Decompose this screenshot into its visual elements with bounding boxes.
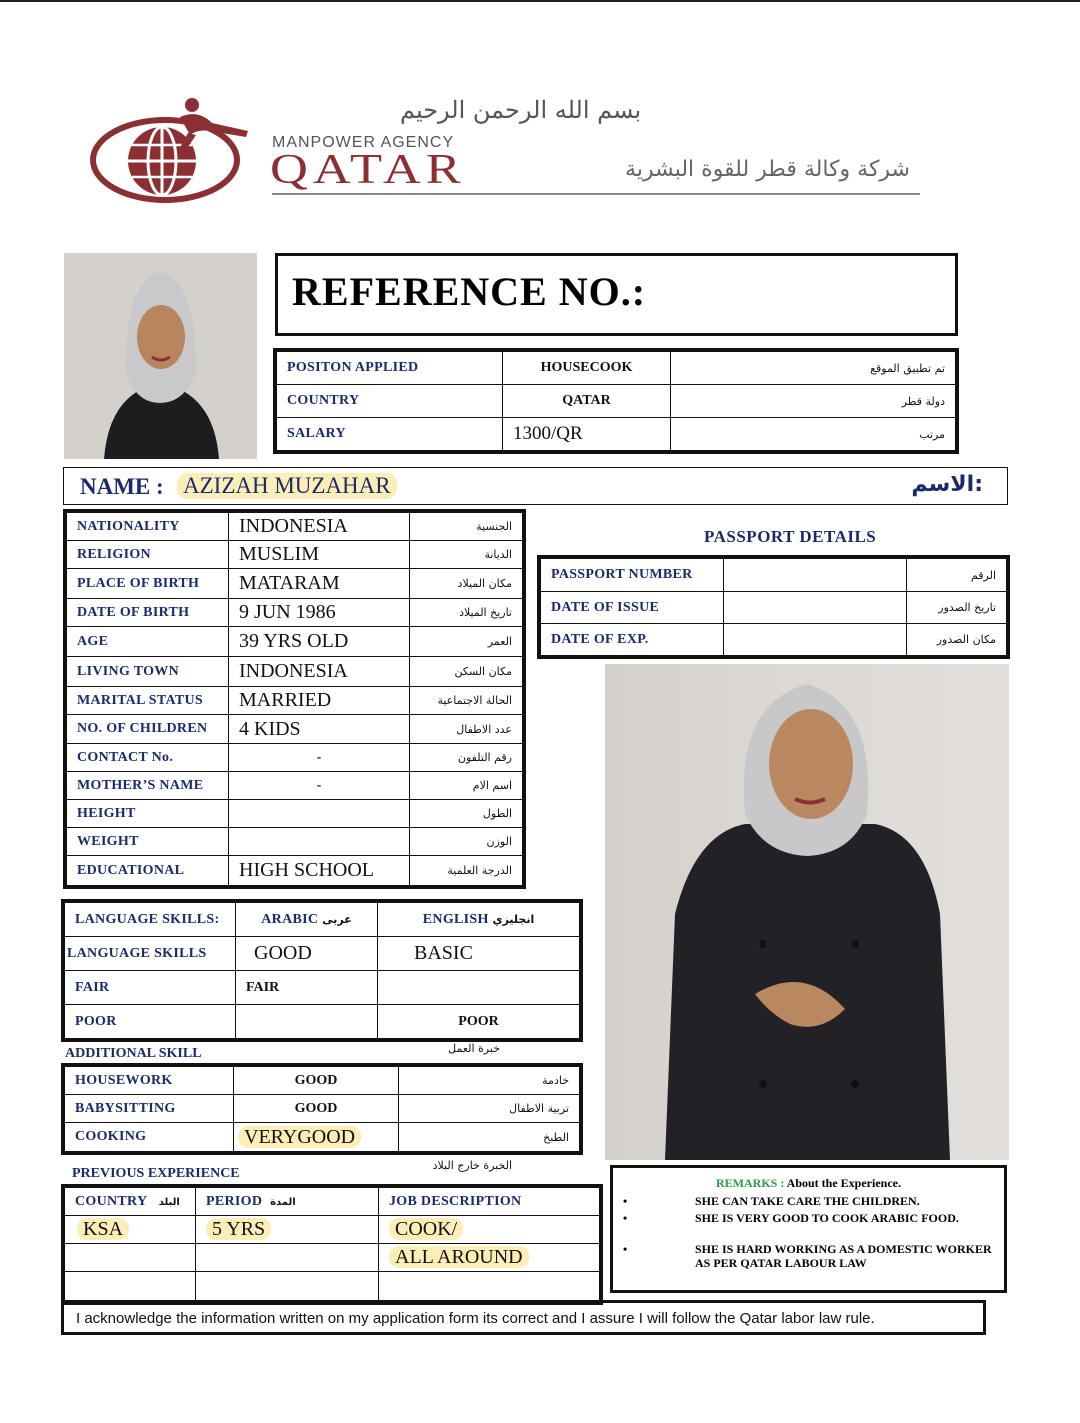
personal-value: MUSLIM	[229, 541, 410, 569]
personal-arabic: الدرجة العلمية	[410, 856, 523, 886]
table-row	[541, 624, 1007, 656]
poor-english-value: POOR	[378, 1005, 580, 1039]
personal-label: PLACE OF BIRTH	[67, 569, 229, 599]
salary-label: SALARY	[277, 418, 503, 451]
personal-arabic: مكان السكن	[410, 657, 523, 687]
personal-arabic: اسم الام	[410, 772, 523, 800]
additional-skill-table	[64, 1066, 580, 1152]
personal-details-table	[66, 512, 523, 886]
portrait-icon	[64, 253, 257, 459]
table-row	[67, 687, 523, 715]
table-row	[67, 800, 523, 828]
personal-label: WEIGHT	[67, 828, 229, 856]
job-column-header: JOB DESCRIPTION	[379, 1188, 600, 1216]
reference-title: REFERENCE NO.:	[292, 269, 647, 314]
table-row	[65, 1123, 580, 1152]
position-label: POSITON APPLIED	[277, 352, 503, 385]
position-table	[276, 351, 956, 451]
personal-value	[229, 828, 410, 856]
table-row	[277, 352, 956, 385]
globe-logo-icon	[80, 95, 260, 210]
header-rule	[272, 193, 920, 195]
personal-value: HIGH SCHOOL	[229, 856, 410, 886]
remark-item	[623, 1194, 993, 1210]
table-row	[541, 592, 1007, 624]
babysitting-arabic: تربية الاطفال	[399, 1095, 580, 1123]
language-arabic-level: GOOD	[236, 937, 378, 971]
previous-experience-title: PREVIOUS EXPERIENCE	[72, 1166, 240, 1181]
personal-label: NO. OF CHILDREN	[67, 715, 229, 744]
additional-skill-title: ADDITIONAL SKILL	[65, 1046, 202, 1061]
period-column-header	[196, 1188, 379, 1216]
date-of-issue-value	[724, 592, 907, 624]
name-box	[63, 467, 1008, 505]
babysitting-label: BABYSITTING	[65, 1095, 234, 1123]
experience-country-3	[65, 1272, 196, 1302]
acknowledgement-text: I acknowledge the information written on my application form its correct and I assure I will follow the Qatar labor law rule.	[76, 1310, 875, 1327]
country-arabic: دولة قطر	[671, 385, 956, 418]
language-english-level: BASIC	[378, 937, 580, 971]
english-header-arabic: انجليزي	[492, 912, 535, 926]
passport-details-title: PASSPORT DETAILS	[704, 527, 877, 546]
personal-arabic: العمر	[410, 627, 523, 657]
agency-logo	[80, 95, 260, 210]
personal-arabic: رقم التلفون	[410, 744, 523, 772]
applicant-photo-small	[64, 253, 257, 459]
table-row	[67, 599, 523, 627]
babysitting-value: GOOD	[234, 1095, 399, 1123]
agency-name: QATAR	[270, 147, 466, 193]
language-skills-table	[64, 902, 580, 1039]
period-header-arabic: المدة	[270, 1196, 296, 1208]
personal-value: 9 JUN 1986	[229, 599, 410, 627]
country-header-arabic: البلد	[158, 1196, 180, 1208]
experience-period-2	[196, 1244, 379, 1272]
arabic-column-header	[236, 903, 378, 937]
name-label: NAME :	[80, 474, 164, 499]
housework-label: HOUSEWORK	[65, 1067, 234, 1095]
table-row	[65, 937, 580, 971]
personal-arabic: تاريخ الميلاد	[410, 599, 523, 627]
table-row	[65, 971, 580, 1005]
table-row	[67, 513, 523, 541]
salary-value: 1300/QR	[503, 418, 671, 451]
personal-value: INDONESIA	[229, 513, 410, 541]
remarks-title	[613, 1176, 1004, 1191]
additional-skill-title-arabic: خبرة العمل	[448, 1042, 500, 1055]
acknowledgement-box	[61, 1300, 986, 1335]
experience-job-cell	[379, 1216, 600, 1244]
fair-arabic-value: FAIR	[236, 971, 378, 1005]
passport-number-value	[724, 559, 907, 592]
personal-value: 39 YRS OLD	[229, 627, 410, 657]
personal-arabic: الحالة الاجتماعية	[410, 687, 523, 715]
table-row	[65, 1188, 600, 1216]
experience-country: KSA	[77, 1218, 129, 1240]
agency-subtitle: MANPOWER AGENCY	[272, 134, 455, 151]
personal-label: MOTHER’S NAME	[67, 772, 229, 800]
personal-value: 4 KIDS	[229, 715, 410, 744]
remark-text: SHE CAN TAKE CARE THE CHILDREN.	[695, 1194, 920, 1208]
personal-value	[229, 800, 410, 828]
table-row	[65, 1067, 580, 1095]
date-of-exp-arabic: مكان الصدور	[907, 624, 1007, 656]
personal-arabic: مكان الميلاد	[410, 569, 523, 599]
passport-table	[540, 558, 1007, 656]
table-row	[65, 1216, 600, 1244]
table-row	[67, 828, 523, 856]
personal-label: NATIONALITY	[67, 513, 229, 541]
cooking-value: VERYGOOD	[238, 1126, 361, 1148]
arabic-header-arabic: عربى	[322, 912, 352, 926]
arabic-header-text: ARABIC	[261, 911, 319, 927]
bullet-icon: •	[623, 1242, 628, 1256]
table-row	[65, 903, 580, 937]
table-row	[67, 772, 523, 800]
passport-number-arabic: الرقم	[907, 559, 1007, 592]
date-of-issue-label: DATE OF ISSUE	[541, 592, 724, 624]
table-row	[67, 744, 523, 772]
cooking-arabic: الطبخ	[399, 1123, 580, 1152]
personal-value: MARRIED	[229, 687, 410, 715]
experience-period: 5 YRS	[206, 1218, 271, 1240]
experience-job-2: ALL AROUND	[389, 1246, 529, 1268]
language-header-label: LANGUAGE SKILLS:	[65, 903, 236, 937]
housework-value: GOOD	[234, 1067, 399, 1095]
table-row	[67, 569, 523, 599]
position-value: HOUSECOOK	[503, 352, 671, 385]
table-row	[67, 627, 523, 657]
personal-label: RELIGION	[67, 541, 229, 569]
poor-label: POOR	[65, 1005, 236, 1039]
salary-arabic: مرتب	[671, 418, 956, 451]
table-row	[67, 715, 523, 744]
personal-label: HEIGHT	[67, 800, 229, 828]
table-row	[65, 1272, 600, 1302]
personal-arabic: الديانة	[410, 541, 523, 569]
remarks-box	[610, 1165, 1007, 1293]
name-value: AZIZAH MUZAHAR	[177, 473, 397, 499]
remark-item	[623, 1211, 993, 1241]
full-body-portrait-icon	[605, 664, 1009, 1160]
table-row	[65, 1005, 580, 1039]
position-arabic: تم تطبيق الموقع	[671, 352, 956, 385]
poor-arabic-value	[236, 1005, 378, 1039]
personal-label: DATE OF BIRTH	[67, 599, 229, 627]
period-header-text: PERIOD	[206, 1193, 263, 1209]
previous-experience-title-arabic: الخبرة خارج البلاد	[432, 1159, 512, 1172]
personal-label: MARITAL STATUS	[67, 687, 229, 715]
table-row	[65, 1095, 580, 1123]
personal-arabic: الجنسية	[410, 513, 523, 541]
top-border-line	[0, 0, 1080, 2]
country-header-text: COUNTRY	[75, 1193, 147, 1209]
table-row	[541, 559, 1007, 592]
remarks-title-text: About the Experience.	[786, 1176, 901, 1190]
country-label: COUNTRY	[277, 385, 503, 418]
personal-value: MATARAM	[229, 569, 410, 599]
experience-job: COOK/	[389, 1218, 463, 1240]
personal-value: -	[229, 772, 410, 800]
personal-arabic: الطول	[410, 800, 523, 828]
english-header-text: ENGLISH	[422, 911, 489, 927]
country-value: QATAR	[503, 385, 671, 418]
personal-arabic: الوزن	[410, 828, 523, 856]
language-row-label: LANGUAGE SKILLS	[65, 937, 236, 971]
experience-country-2	[65, 1244, 196, 1272]
remark-item	[623, 1242, 993, 1272]
experience-period-3	[196, 1272, 379, 1302]
passport-number-label: PASSPORT NUMBER	[541, 559, 724, 592]
personal-label: EDUCATIONAL	[67, 856, 229, 886]
bullet-icon: •	[623, 1194, 628, 1208]
table-row	[67, 657, 523, 687]
table-row	[277, 385, 956, 418]
reference-box	[275, 253, 958, 336]
country-column-header	[65, 1188, 196, 1216]
fair-english-value	[378, 971, 580, 1005]
bullet-icon: •	[623, 1211, 628, 1225]
fair-label: FAIR	[65, 971, 236, 1005]
personal-label: LIVING TOWN	[67, 657, 229, 687]
date-of-exp-value	[724, 624, 907, 656]
housework-arabic: خادمة	[399, 1067, 580, 1095]
personal-arabic: عدد الاطفال	[410, 715, 523, 744]
experience-job-2-cell	[379, 1244, 600, 1272]
table-row	[277, 418, 956, 451]
table-row	[65, 1244, 600, 1272]
cooking-value-cell	[234, 1123, 399, 1152]
date-of-issue-arabic: تاريخ الصدور	[907, 592, 1007, 624]
previous-experience-table	[64, 1187, 600, 1302]
remark-text: SHE IS HARD WORKING AS A DOMESTIC WORKER AS PER QATAR LABOUR LAW	[695, 1242, 992, 1270]
english-column-header	[378, 903, 580, 937]
agency-name-arabic: شركة وكالة قطر للقوة البشرية	[625, 157, 910, 182]
date-of-exp-label: DATE OF EXP.	[541, 624, 724, 656]
table-row	[67, 856, 523, 886]
personal-label: CONTACT No.	[67, 744, 229, 772]
personal-value: INDONESIA	[229, 657, 410, 687]
experience-country-cell	[65, 1216, 196, 1244]
table-row	[67, 541, 523, 569]
experience-period-cell	[196, 1216, 379, 1244]
remark-text: SHE IS VERY GOOD TO COOK ARABIC FOOD.	[695, 1211, 959, 1225]
personal-value: -	[229, 744, 410, 772]
experience-job-3	[379, 1272, 600, 1302]
applicant-photo-full	[605, 664, 1009, 1160]
bismillah-calligraphy: بسم الله الرحمن الرحيم	[400, 96, 642, 124]
name-label-arabic: الاسم:	[911, 472, 983, 497]
remarks-title-label: REMARKS :	[715, 1176, 785, 1190]
cooking-label: COOKING	[65, 1123, 234, 1152]
personal-label: AGE	[67, 627, 229, 657]
